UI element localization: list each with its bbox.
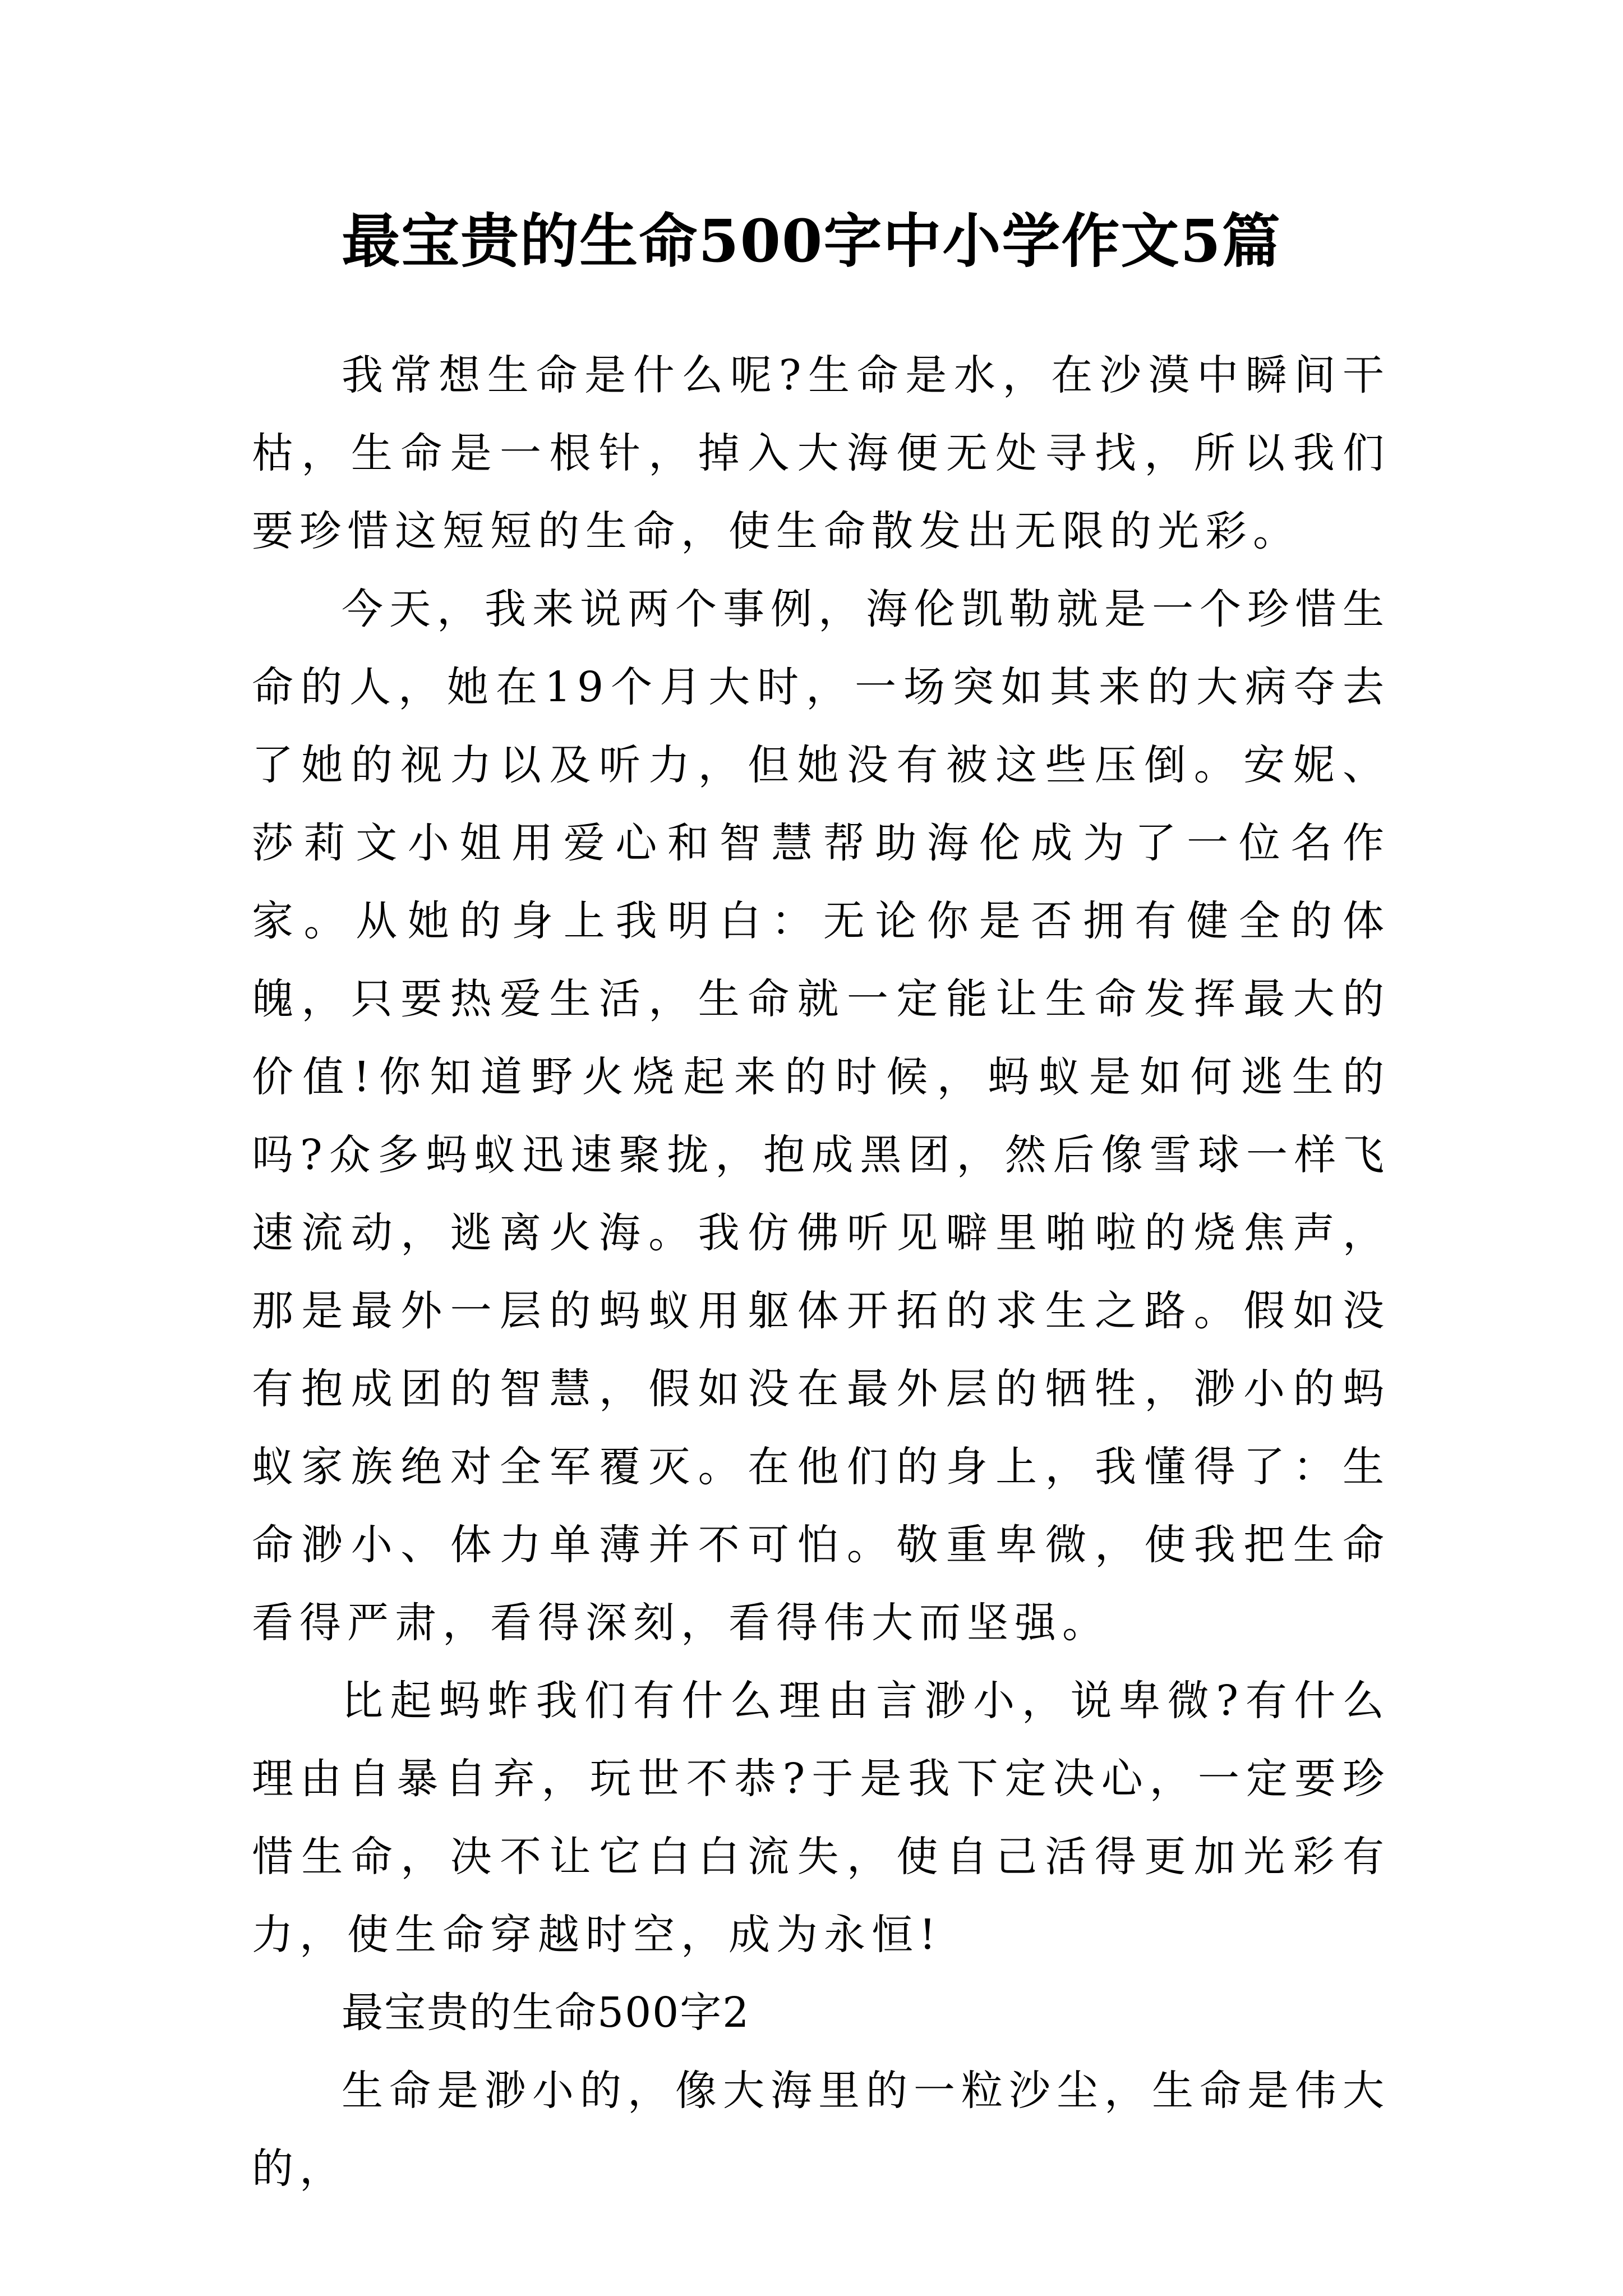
document-title: 最宝贵的生命500字中小学作文5篇 <box>342 206 1281 275</box>
paragraph-3: 比起蚂蚱我们有什么理由言渺小，说卑微?有什么理由自暴自弃，玩世不恭?于是我下定决心，一定要珍惜生命，决不让它白白流失，使自己活得更加光彩有力，使生命穿越时空，成为永恒! <box>252 1677 1390 1959</box>
article-body <box>252 337 1390 2208</box>
section-subheading: 最宝贵的生命500字2 <box>342 1989 750 2037</box>
paragraph-2: 今天，我来说两个事例，海伦凯勒就是一个珍惜生命的人，她在19个月大时，一场突如其来的大病夺去了她的视力以及听力，但她没有被这些压倒。安妮、莎莉文小姐用爱心和智慧帮助海伦成为了一位名作家。从她的身上我明白：无论你是否拥有健全的体魄，只要热爱生活，生命就一定能让生命发挥最大的价值!你知道野火烧起来的时候，蚂蚁是如何逃生的吗?众多蚂蚁迅速聚拢，抱成黑团，然后像雪球一样飞速流动，逃离火海。我仿佛听见噼里啪啦的烧焦声，那是最外一层的蚂蚁用躯体开拓的求生之路。假如没有抱成团的智慧，假如没在最外层的牺牲，渺小的蚂蚁家族绝对全军覆灭。在他们的身上，我懂得了：生命渺小、体力单薄并不可怕。敬重卑微，使我把生命看得严肃，看得深刻，看得伟大而坚强。 <box>252 585 1390 1647</box>
paragraph-1: 我常想生命是什么呢?生命是水，在沙漠中瞬间干枯，生命是一根针，掉入大海便无处寻找，所以我们要珍惜这短短的生命，使生命散发出无限的光彩。 <box>252 351 1390 555</box>
paragraph-4: 生命是渺小的，像大海里的一粒沙尘，生命是伟大的， <box>252 2067 1390 2193</box>
